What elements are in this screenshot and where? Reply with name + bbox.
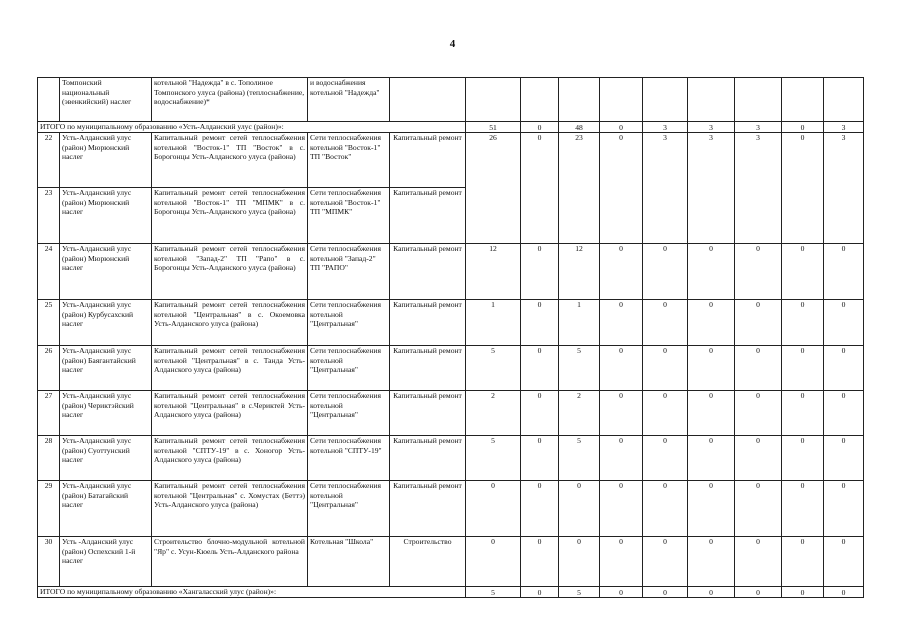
type-cell: Капитальный ремонт bbox=[390, 481, 466, 537]
value-cell: 3 bbox=[643, 122, 688, 133]
value-cell: 3 bbox=[824, 122, 864, 133]
value-cell: 0 bbox=[600, 300, 643, 346]
value-cell: 0 bbox=[643, 481, 688, 537]
total-label: ИТОГО по муниципальному образованию «Хангаласский улус (район)»: bbox=[38, 587, 466, 598]
value-cell: 1 bbox=[466, 300, 521, 346]
type-cell: Капитальный ремонт bbox=[390, 188, 466, 244]
value-cell: 0 bbox=[735, 300, 782, 346]
value-cell: 0 bbox=[643, 391, 688, 436]
value-cell: 0 bbox=[521, 436, 559, 481]
work-cell: Капитальный ремонт сетей теплоснабжения котельной "Центральная" с. Хомустах (Беттэ) Усть-Алданского улуса (района) bbox=[152, 481, 308, 537]
value-cell: 23 bbox=[559, 133, 600, 244]
type-cell: Капитальный ремонт bbox=[390, 391, 466, 436]
district-cell: Усть-Алданский улус (район) Мюрюнский наслег bbox=[60, 133, 152, 188]
total-row bbox=[38, 122, 864, 133]
value-cell: 0 bbox=[688, 587, 735, 598]
value-cell: 0 bbox=[521, 537, 559, 587]
value-cell: 0 bbox=[466, 537, 521, 587]
value-cell: 2 bbox=[466, 391, 521, 436]
object-cell: Сети теплоснабжения котельной "Запад-2" ТП "РАПО" bbox=[308, 244, 390, 300]
value-cell: 0 bbox=[600, 133, 643, 244]
value-cell: 0 bbox=[688, 244, 735, 300]
type-cell: Капитальный ремонт bbox=[390, 133, 466, 188]
value-cell: 0 bbox=[782, 391, 824, 436]
row-number-cell: 28 bbox=[38, 436, 60, 481]
value-cell: 5 bbox=[559, 436, 600, 481]
work-cell: Капитальный ремонт сетей теплоснабжения котельной "Центральная" в с.Чериктей Усть-Алданского улуса (района) bbox=[152, 391, 308, 436]
row-number-cell: 26 bbox=[38, 346, 60, 391]
value-cell: 3 bbox=[643, 133, 688, 244]
object-cell: Сети теплоснабжения котельной "Центральная" bbox=[308, 346, 390, 391]
value-cell: 0 bbox=[782, 537, 824, 587]
table-row bbox=[38, 391, 864, 436]
value-cell: 0 bbox=[824, 244, 864, 300]
district-cell: Усть-Алданский улус (район) Суоттунский наслег bbox=[60, 436, 152, 481]
work-cell: Капитальный ремонт сетей теплоснабжения котельной "Центральная" в с. Танда Усть-Алданского улуса (района) bbox=[152, 346, 308, 391]
value-cell bbox=[782, 78, 824, 122]
value-cell: 0 bbox=[824, 587, 864, 598]
district-cell: Усть-Алданский улус (район) Батагайский наслег bbox=[60, 481, 152, 537]
value-cell: 0 bbox=[824, 481, 864, 537]
district-cell: Усть-Алданский улус (район) Баягантайский наслег bbox=[60, 346, 152, 391]
value-cell: 0 bbox=[600, 244, 643, 300]
table-row bbox=[38, 436, 864, 481]
row-number-cell: 24 bbox=[38, 244, 60, 300]
value-cell: 0 bbox=[643, 436, 688, 481]
row-number-cell: 29 bbox=[38, 481, 60, 537]
value-cell: 0 bbox=[688, 346, 735, 391]
value-cell: 0 bbox=[688, 481, 735, 537]
value-cell: 0 bbox=[600, 481, 643, 537]
type-cell: Строительство bbox=[390, 537, 466, 587]
value-cell: 0 bbox=[782, 122, 824, 133]
value-cell: 5 bbox=[466, 587, 521, 598]
total-row bbox=[38, 587, 864, 598]
value-cell: 0 bbox=[521, 481, 559, 537]
table-body bbox=[38, 78, 864, 598]
table-row bbox=[38, 78, 864, 122]
type-cell: Капитальный ремонт bbox=[390, 346, 466, 391]
object-cell: и водоснабжения котельной "Надежда" bbox=[308, 78, 390, 122]
value-cell: 3 bbox=[688, 122, 735, 133]
value-cell bbox=[643, 78, 688, 122]
value-cell: 0 bbox=[521, 391, 559, 436]
value-cell: 0 bbox=[735, 436, 782, 481]
row-number-cell: 27 bbox=[38, 391, 60, 436]
object-cell: Сети теплоснабжения котельной "Восток-1" ТП "МПМК" bbox=[308, 188, 390, 244]
value-cell: 0 bbox=[688, 436, 735, 481]
value-cell: 0 bbox=[466, 481, 521, 537]
row-number-cell: 25 bbox=[38, 300, 60, 346]
value-cell: 0 bbox=[643, 537, 688, 587]
work-cell: Капитальный ремонт сетей теплоснабжения котельной "Восток-1" ТП "Восток" в с. Борогонцы Усть-Алданского улуса (района) bbox=[152, 133, 308, 188]
value-cell: 2 bbox=[559, 391, 600, 436]
object-cell: Сети теплоснабжения котельной "Центральная" bbox=[308, 481, 390, 537]
district-cell: Усть-Алданский улус (район) Мюрюнский наслег bbox=[60, 244, 152, 300]
value-cell: 5 bbox=[466, 436, 521, 481]
total-label: ИТОГО по муниципальному образованию «Усть-Алданский улус (район)»: bbox=[38, 122, 466, 133]
value-cell: 0 bbox=[782, 481, 824, 537]
value-cell bbox=[559, 78, 600, 122]
value-cell: 0 bbox=[824, 391, 864, 436]
value-cell: 0 bbox=[600, 587, 643, 598]
value-cell: 0 bbox=[600, 436, 643, 481]
value-cell: 1 bbox=[559, 300, 600, 346]
table-row bbox=[38, 300, 864, 346]
page-number: 4 bbox=[449, 38, 456, 50]
value-cell: 0 bbox=[600, 391, 643, 436]
work-cell: Капитальный ремонт сетей теплоснабжения котельной "Центральная" в с. Окоемовка Усть-Алданского улуса (района) bbox=[152, 300, 308, 346]
value-cell bbox=[824, 78, 864, 122]
value-cell bbox=[466, 78, 521, 122]
value-cell: 0 bbox=[521, 300, 559, 346]
type-cell: Капитальный ремонт bbox=[390, 300, 466, 346]
work-cell: Капитальный ремонт сетей теплоснабжения котельной "СПТУ-19" в с. Хоногор Усть-Алданского улуса (района) bbox=[152, 436, 308, 481]
value-cell: 0 bbox=[643, 244, 688, 300]
value-cell: 0 bbox=[824, 300, 864, 346]
object-cell: Сети теплоснабжения котельной "Центральная" bbox=[308, 300, 390, 346]
work-cell: Капитальный ремонт сетей теплоснабжения котельной "Запад-2" ТП "Рапо" в с. Борогонцы Усть-Алданского улуса (района) bbox=[152, 244, 308, 300]
value-cell bbox=[600, 78, 643, 122]
value-cell: 5 bbox=[559, 587, 600, 598]
district-cell: Усть-Алданский улус (район) Курбусахский наслег bbox=[60, 300, 152, 346]
value-cell: 0 bbox=[824, 346, 864, 391]
value-cell: 0 bbox=[643, 346, 688, 391]
value-cell: 12 bbox=[559, 244, 600, 300]
district-cell: Томпонский национальный (эвенкийский) наслег bbox=[60, 78, 152, 122]
value-cell: 0 bbox=[600, 346, 643, 391]
value-cell: 0 bbox=[735, 587, 782, 598]
value-cell: 0 bbox=[521, 587, 559, 598]
value-cell: 0 bbox=[735, 346, 782, 391]
row-number-cell: 30 bbox=[38, 537, 60, 587]
table-row bbox=[38, 481, 864, 537]
value-cell: 12 bbox=[466, 244, 521, 300]
value-cell: 0 bbox=[559, 481, 600, 537]
table-row bbox=[38, 346, 864, 391]
table-row bbox=[38, 133, 864, 188]
value-cell: 0 bbox=[735, 481, 782, 537]
district-cell: Усть -Алданский улус (район) Оспехский 1-й наслег bbox=[60, 537, 152, 587]
value-cell: 0 bbox=[521, 244, 559, 300]
value-cell: 0 bbox=[600, 122, 643, 133]
value-cell: 0 bbox=[782, 300, 824, 346]
table-row bbox=[38, 244, 864, 300]
value-cell: 3 bbox=[735, 133, 782, 244]
type-cell bbox=[390, 78, 466, 122]
value-cell: 0 bbox=[559, 537, 600, 587]
value-cell: 3 bbox=[688, 133, 735, 244]
value-cell: 0 bbox=[782, 244, 824, 300]
value-cell: 0 bbox=[600, 537, 643, 587]
table-row bbox=[38, 537, 864, 587]
value-cell: 0 bbox=[782, 436, 824, 481]
type-cell: Капитальный ремонт bbox=[390, 244, 466, 300]
value-cell: 26 bbox=[466, 133, 521, 244]
value-cell bbox=[735, 78, 782, 122]
work-cell: котельной "Надежда" в с. Тополиное Томпонского улуса (района) (теплоснабжение, водоснабжение)* bbox=[152, 78, 308, 122]
value-cell bbox=[521, 78, 559, 122]
value-cell: 51 bbox=[466, 122, 521, 133]
work-cell: Капитальный ремонт сетей теплоснабжения котельной "Восток-1" ТП "МПМК" в с. Борогонцы Усть-Алданского улуса (района) bbox=[152, 188, 308, 244]
value-cell: 0 bbox=[824, 537, 864, 587]
value-cell: 0 bbox=[735, 391, 782, 436]
district-cell: Усть-Алданский улус (район) Мюрюнский наслег bbox=[60, 188, 152, 244]
value-cell: 3 bbox=[824, 133, 864, 244]
district-cell: Усть-Алданский улус (район) Чериктэйский наслег bbox=[60, 391, 152, 436]
value-cell: 5 bbox=[559, 346, 600, 391]
value-cell: 0 bbox=[688, 391, 735, 436]
value-cell: 0 bbox=[735, 244, 782, 300]
value-cell: 0 bbox=[643, 300, 688, 346]
value-cell: 5 bbox=[466, 346, 521, 391]
value-cell: 0 bbox=[688, 537, 735, 587]
value-cell: 3 bbox=[735, 122, 782, 133]
value-cell: 0 bbox=[782, 346, 824, 391]
value-cell: 0 bbox=[643, 587, 688, 598]
investment-table bbox=[37, 77, 864, 598]
value-cell: 0 bbox=[735, 537, 782, 587]
value-cell: 48 bbox=[559, 122, 600, 133]
type-cell: Капитальный ремонт bbox=[390, 436, 466, 481]
object-cell: Сети теплоснабжения котельной "Восток-1" ТП "Восток" bbox=[308, 133, 390, 188]
value-cell: 0 bbox=[688, 300, 735, 346]
row-number-cell bbox=[38, 78, 60, 122]
work-cell: Строительство блочно-модульной котельной "Яр" с. Усун-Кюель Усть-Алданского района bbox=[152, 537, 308, 587]
value-cell: 0 bbox=[824, 436, 864, 481]
object-cell: Сети теплоснабжения котельной "СПТУ-19" bbox=[308, 436, 390, 481]
value-cell: 0 bbox=[521, 346, 559, 391]
row-number-cell: 22 bbox=[38, 133, 60, 188]
value-cell bbox=[688, 78, 735, 122]
value-cell: 0 bbox=[521, 122, 559, 133]
value-cell: 0 bbox=[782, 133, 824, 244]
object-cell: Котельная "Школа" bbox=[308, 537, 390, 587]
value-cell: 0 bbox=[782, 587, 824, 598]
object-cell: Сети теплоснабжения котельной "Центральная" bbox=[308, 391, 390, 436]
row-number-cell: 23 bbox=[38, 188, 60, 244]
value-cell: 0 bbox=[521, 133, 559, 244]
